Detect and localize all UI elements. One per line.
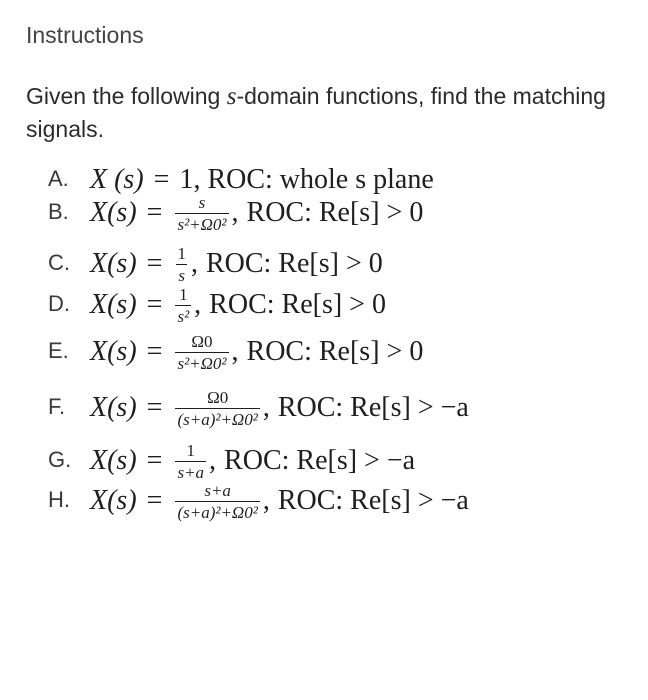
item-lhs: X(s) (90, 445, 137, 476)
numerator: Ω0 (207, 387, 229, 407)
item-roc: ROC: Re[s] > 0 (205, 248, 383, 279)
item-label: H. (48, 487, 70, 512)
intro-text-after: -domain functions, find the matching signals. (26, 83, 606, 142)
item-lhs: X(s) (90, 392, 137, 423)
item-math: X(s) = $\frac{1}{s}$ , ROC: Re[s] > 0 (90, 243, 383, 285)
item-math: X(s) = $\frac{s+a}{\text{(s+a)²+Ω0²}}$ , ROC: Re[s] > −a (90, 480, 469, 522)
item-lhs: X(s) (90, 248, 137, 279)
fraction (175, 245, 188, 284)
fraction (175, 194, 228, 233)
numerator: s+a (204, 480, 231, 500)
intro-text-var: s (226, 83, 237, 110)
item-lhs: X(s) (90, 197, 137, 228)
item-lhs: X(s) (90, 485, 137, 516)
page-title: Instructions (26, 22, 144, 48)
denominator: s (178, 265, 186, 285)
item-roc: ROC: Re[s] > 0 (209, 289, 386, 320)
item-lhs: X(s) (90, 336, 137, 367)
fraction (175, 442, 206, 481)
numerator: s (198, 192, 206, 212)
item-roc: ROC: Re[s] > 0 (246, 336, 424, 367)
intro-text-before: Given the following (26, 83, 227, 109)
denominator: s²+Ω0² (177, 353, 227, 373)
item-label: D. (48, 291, 70, 316)
numerator: 1 (177, 243, 186, 263)
numerator: 1 (186, 440, 195, 460)
fraction (175, 482, 259, 521)
item-math: X(s) = $\frac{s}{\text{s²+Ω0²}}$ , ROC: Re[s] > 0 (90, 192, 424, 234)
item-math: X(s) = $\frac{\Omega 0}{\text{s²+Ω0²}}$ , ROC: Re[s] > 0 (90, 331, 424, 373)
item-label: B. (48, 199, 69, 224)
denominator: (s+a)²+Ω0² (177, 409, 258, 429)
item-lhs: X (s) (90, 164, 144, 195)
item-rhs: 1, ROC: whole s plane (179, 164, 434, 195)
item-label: A. (48, 166, 69, 191)
item-math: X (s) = 1, ROC: whole s plane (90, 164, 434, 195)
item-roc: ROC: Re[s] > −a (224, 445, 416, 476)
item-label: C. (48, 250, 70, 275)
denominator: s+a (177, 462, 205, 482)
item-label: F. (48, 394, 66, 419)
item-math: X(s) = $\frac{1}{s+a}$ , ROC: Re[s] > −a (90, 440, 416, 482)
denominator: s² (177, 306, 190, 326)
item-math: X(s) = $\frac{1}{\text{s²}}$ , ROC: Re[s] > 0 (90, 284, 386, 326)
fraction (175, 389, 259, 428)
intro-text (26, 80, 626, 145)
denominator: (s+a)²+Ω0² (177, 502, 258, 522)
fraction (175, 333, 228, 372)
item-label: G. (48, 447, 72, 472)
item-roc: ROC: Re[s] > 0 (246, 197, 424, 228)
item-math: X(s) = $\frac{\Omega 0}{\text{(s+a)²+Ω0²}}$ , ROC: Re[s] > −a (90, 387, 469, 429)
item-roc: ROC: Re[s] > −a (277, 485, 469, 516)
numerator: Ω0 (191, 331, 213, 351)
numerator: 1 (179, 284, 188, 304)
denominator: s²+Ω0² (177, 214, 227, 234)
item-lhs: X(s) (90, 289, 137, 320)
item-label: E. (48, 338, 69, 363)
item-roc: ROC: Re[s] > −a (277, 392, 469, 423)
fraction (175, 286, 191, 325)
